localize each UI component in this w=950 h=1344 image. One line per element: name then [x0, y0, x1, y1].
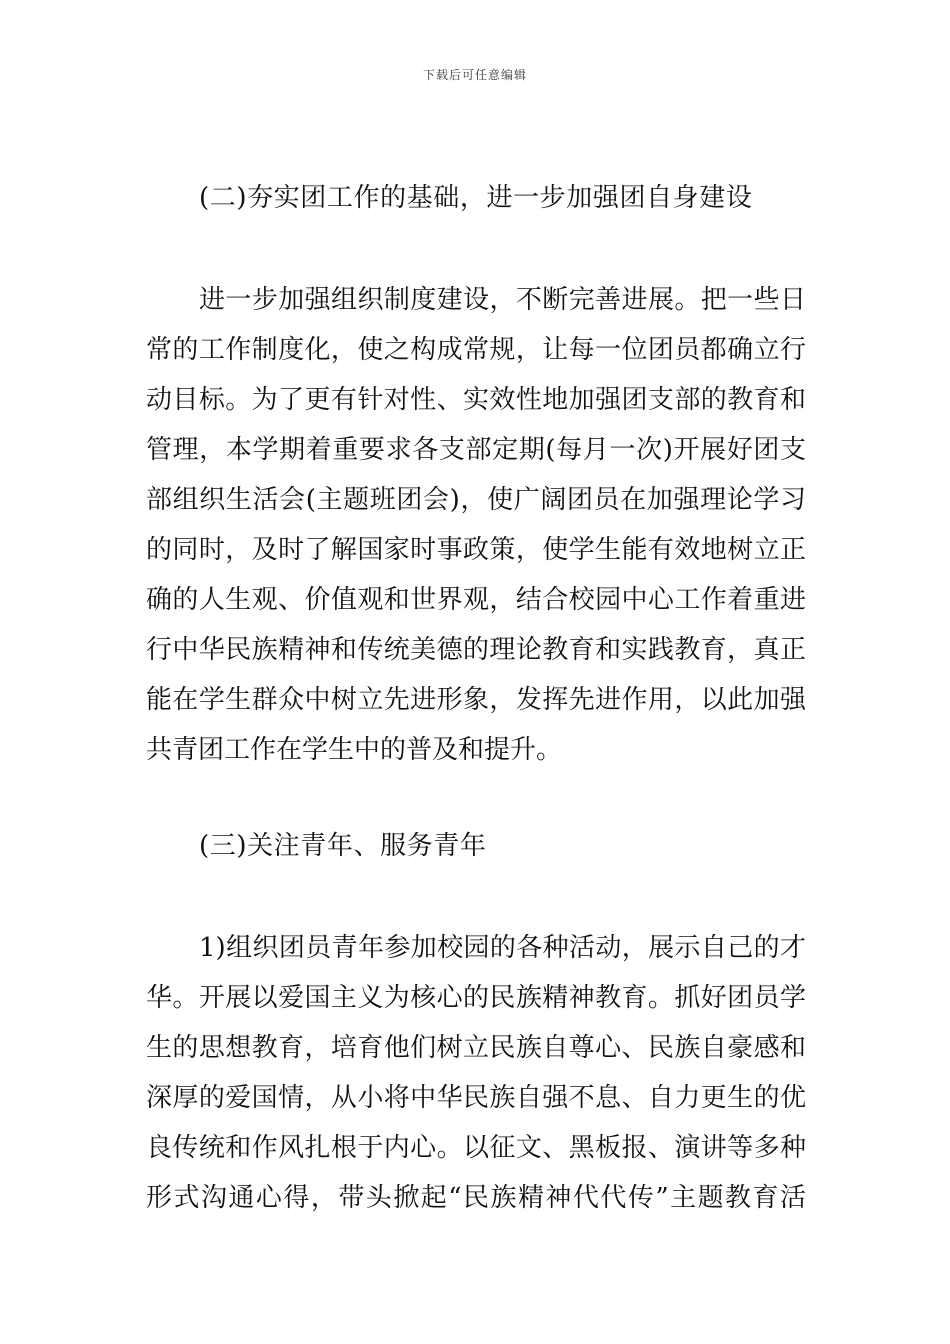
paragraph-line: 管理，本学期着重要求各支部定期(每月一次)开展好团支 — [146, 435, 806, 465]
paragraph-line: 动目标。为了更有针对性、实效性地加强团支部的教育和 — [146, 385, 806, 415]
paragraph-line: 常的工作制度化，使之构成常规，让每一位团员都确立行 — [146, 335, 806, 365]
section-heading-3: (三)关注青年、服务青年 — [199, 831, 487, 861]
paragraph-line: 能在学生群众中树立先进形象，发挥先进作用，以此加强 — [146, 685, 806, 715]
section-heading-2: (二)夯实团工作的基础，进一步加强团自身建设 — [199, 183, 753, 213]
paragraph-line: 进一步加强组织制度建设，不断完善进展。把一些日 — [199, 285, 806, 315]
paragraph-line: 华。开展以爱国主义为核心的民族精神教育。抓好团员学 — [146, 983, 806, 1013]
paragraph-line: 共青团工作在学生中的普及和提升。 — [146, 735, 563, 765]
paragraph-line: 行中华民族精神和传统美德的理论教育和实践教育，真正 — [146, 635, 806, 665]
paragraph-line: 的同时，及时了解国家时事政策，使学生能有效地树立正 — [146, 535, 806, 565]
header-note: 下载后可任意编辑 — [422, 68, 527, 82]
paragraph-line: 良传统和作风扎根于内心。以征文、黑板报、演讲等多种 — [146, 1133, 806, 1163]
paragraph-line: 形式沟通心得，带头掀起“民族精神代代传”主题教育活 — [146, 1183, 806, 1213]
paragraph-line: 生的思想教育，培育他们树立民族自尊心、民族自豪感和 — [146, 1033, 806, 1063]
paragraph-line: 部组织生活会(主题班团会)，使广阔团员在加强理论学习 — [146, 485, 806, 515]
paragraph-line: 1)组织团员青年参加校园的各种活动，展示自己的才 — [199, 933, 806, 963]
paragraph-line: 深厚的爱国情，从小将中华民族自强不息、自力更生的优 — [146, 1083, 806, 1113]
paragraph-line: 确的人生观、价值观和世界观，结合校园中心工作着重进 — [146, 585, 806, 615]
